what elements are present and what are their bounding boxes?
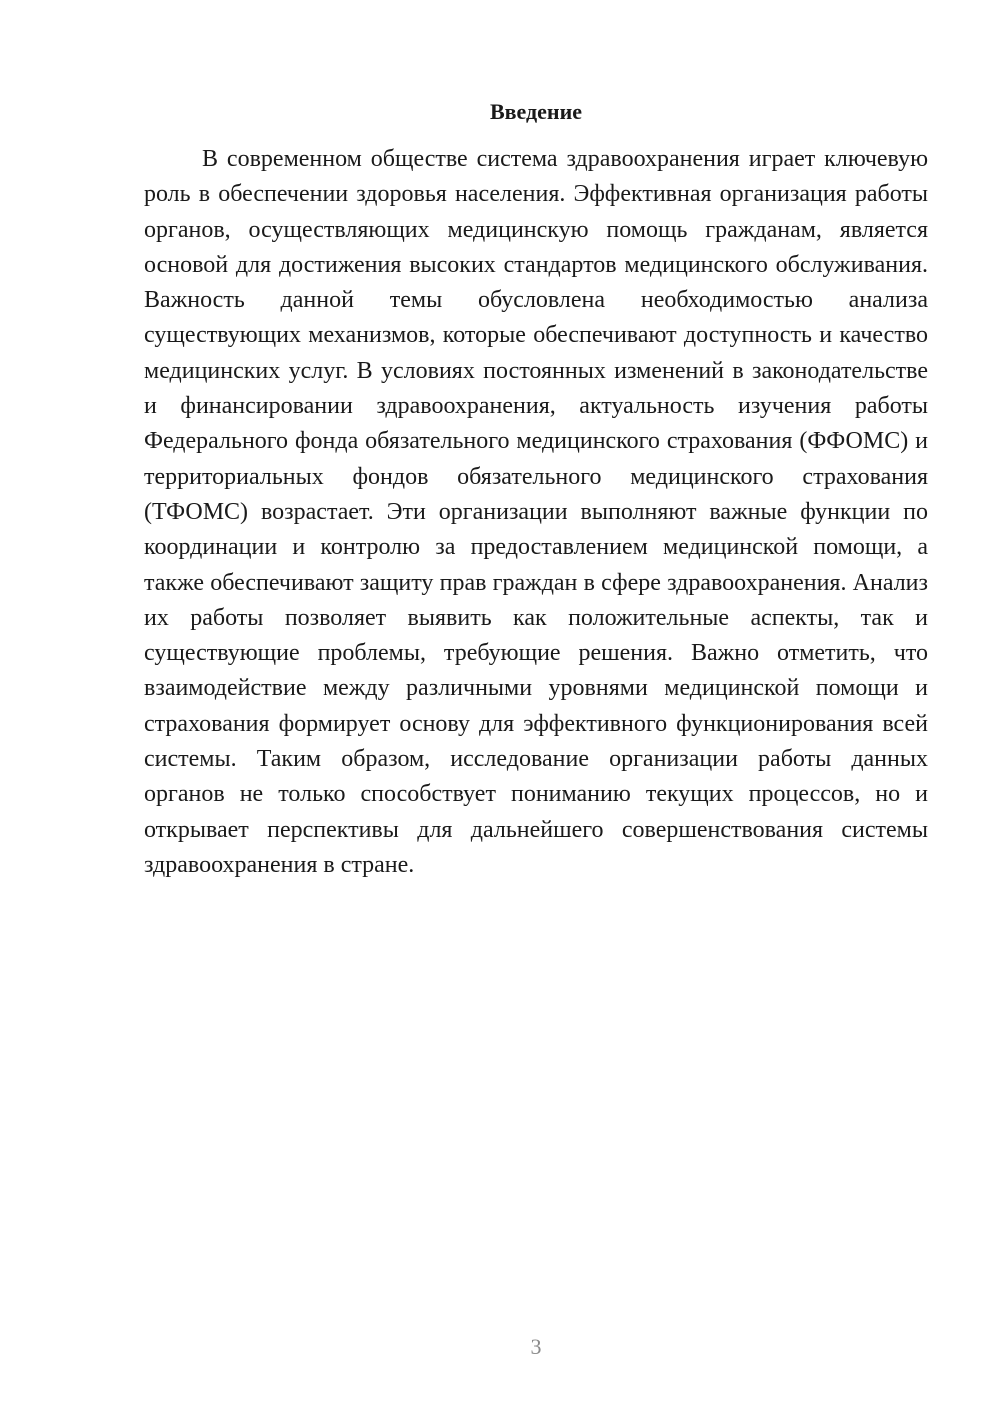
body-paragraph: В современном обществе система здравоохранения играет ключевую роль в обеспечении здоровья населения. Эффективная организация работы органов, осуществляющих медицинскую помощь гражданам, является основой для достижения высоких стандартов медицинского обслуживания. Важность данной темы обусловлена необходимостью анализа существующих механизмов, которые обеспечивают доступность и качество медицинских услуг. В условиях постоянных изменений в законодательстве и финансировании здравоохранения, актуальность изучения работы Федерального фонда обязательного медицинского страхования (ФФОМС) и территориальных фондов обязательного медицинского страхования (ТФОМС) возрастает. Эти организации выполняют важные функции по координации и контролю за предоставлением медицинской помощи, а также обеспечивают защиту прав граждан в сфере здравоохранения. Анализ их работы позволяет выявить как положительные аспекты, так и существующие проблемы, требующие решения. Важно отметить, что взаимодействие между различными уровнями медицинской помощи и страхования формирует основу для эффективного функционирования всей системы. Таким образом, исследование организации работы данных органов не только способствует пониманию текущих процессов, но и открывает перспективы для дальнейшего совершенствования системы здравоохранения в стране. bbox=[144, 146, 928, 878]
section-heading: Введение bbox=[489, 99, 583, 124]
page-number: 3 bbox=[530, 1334, 542, 1359]
